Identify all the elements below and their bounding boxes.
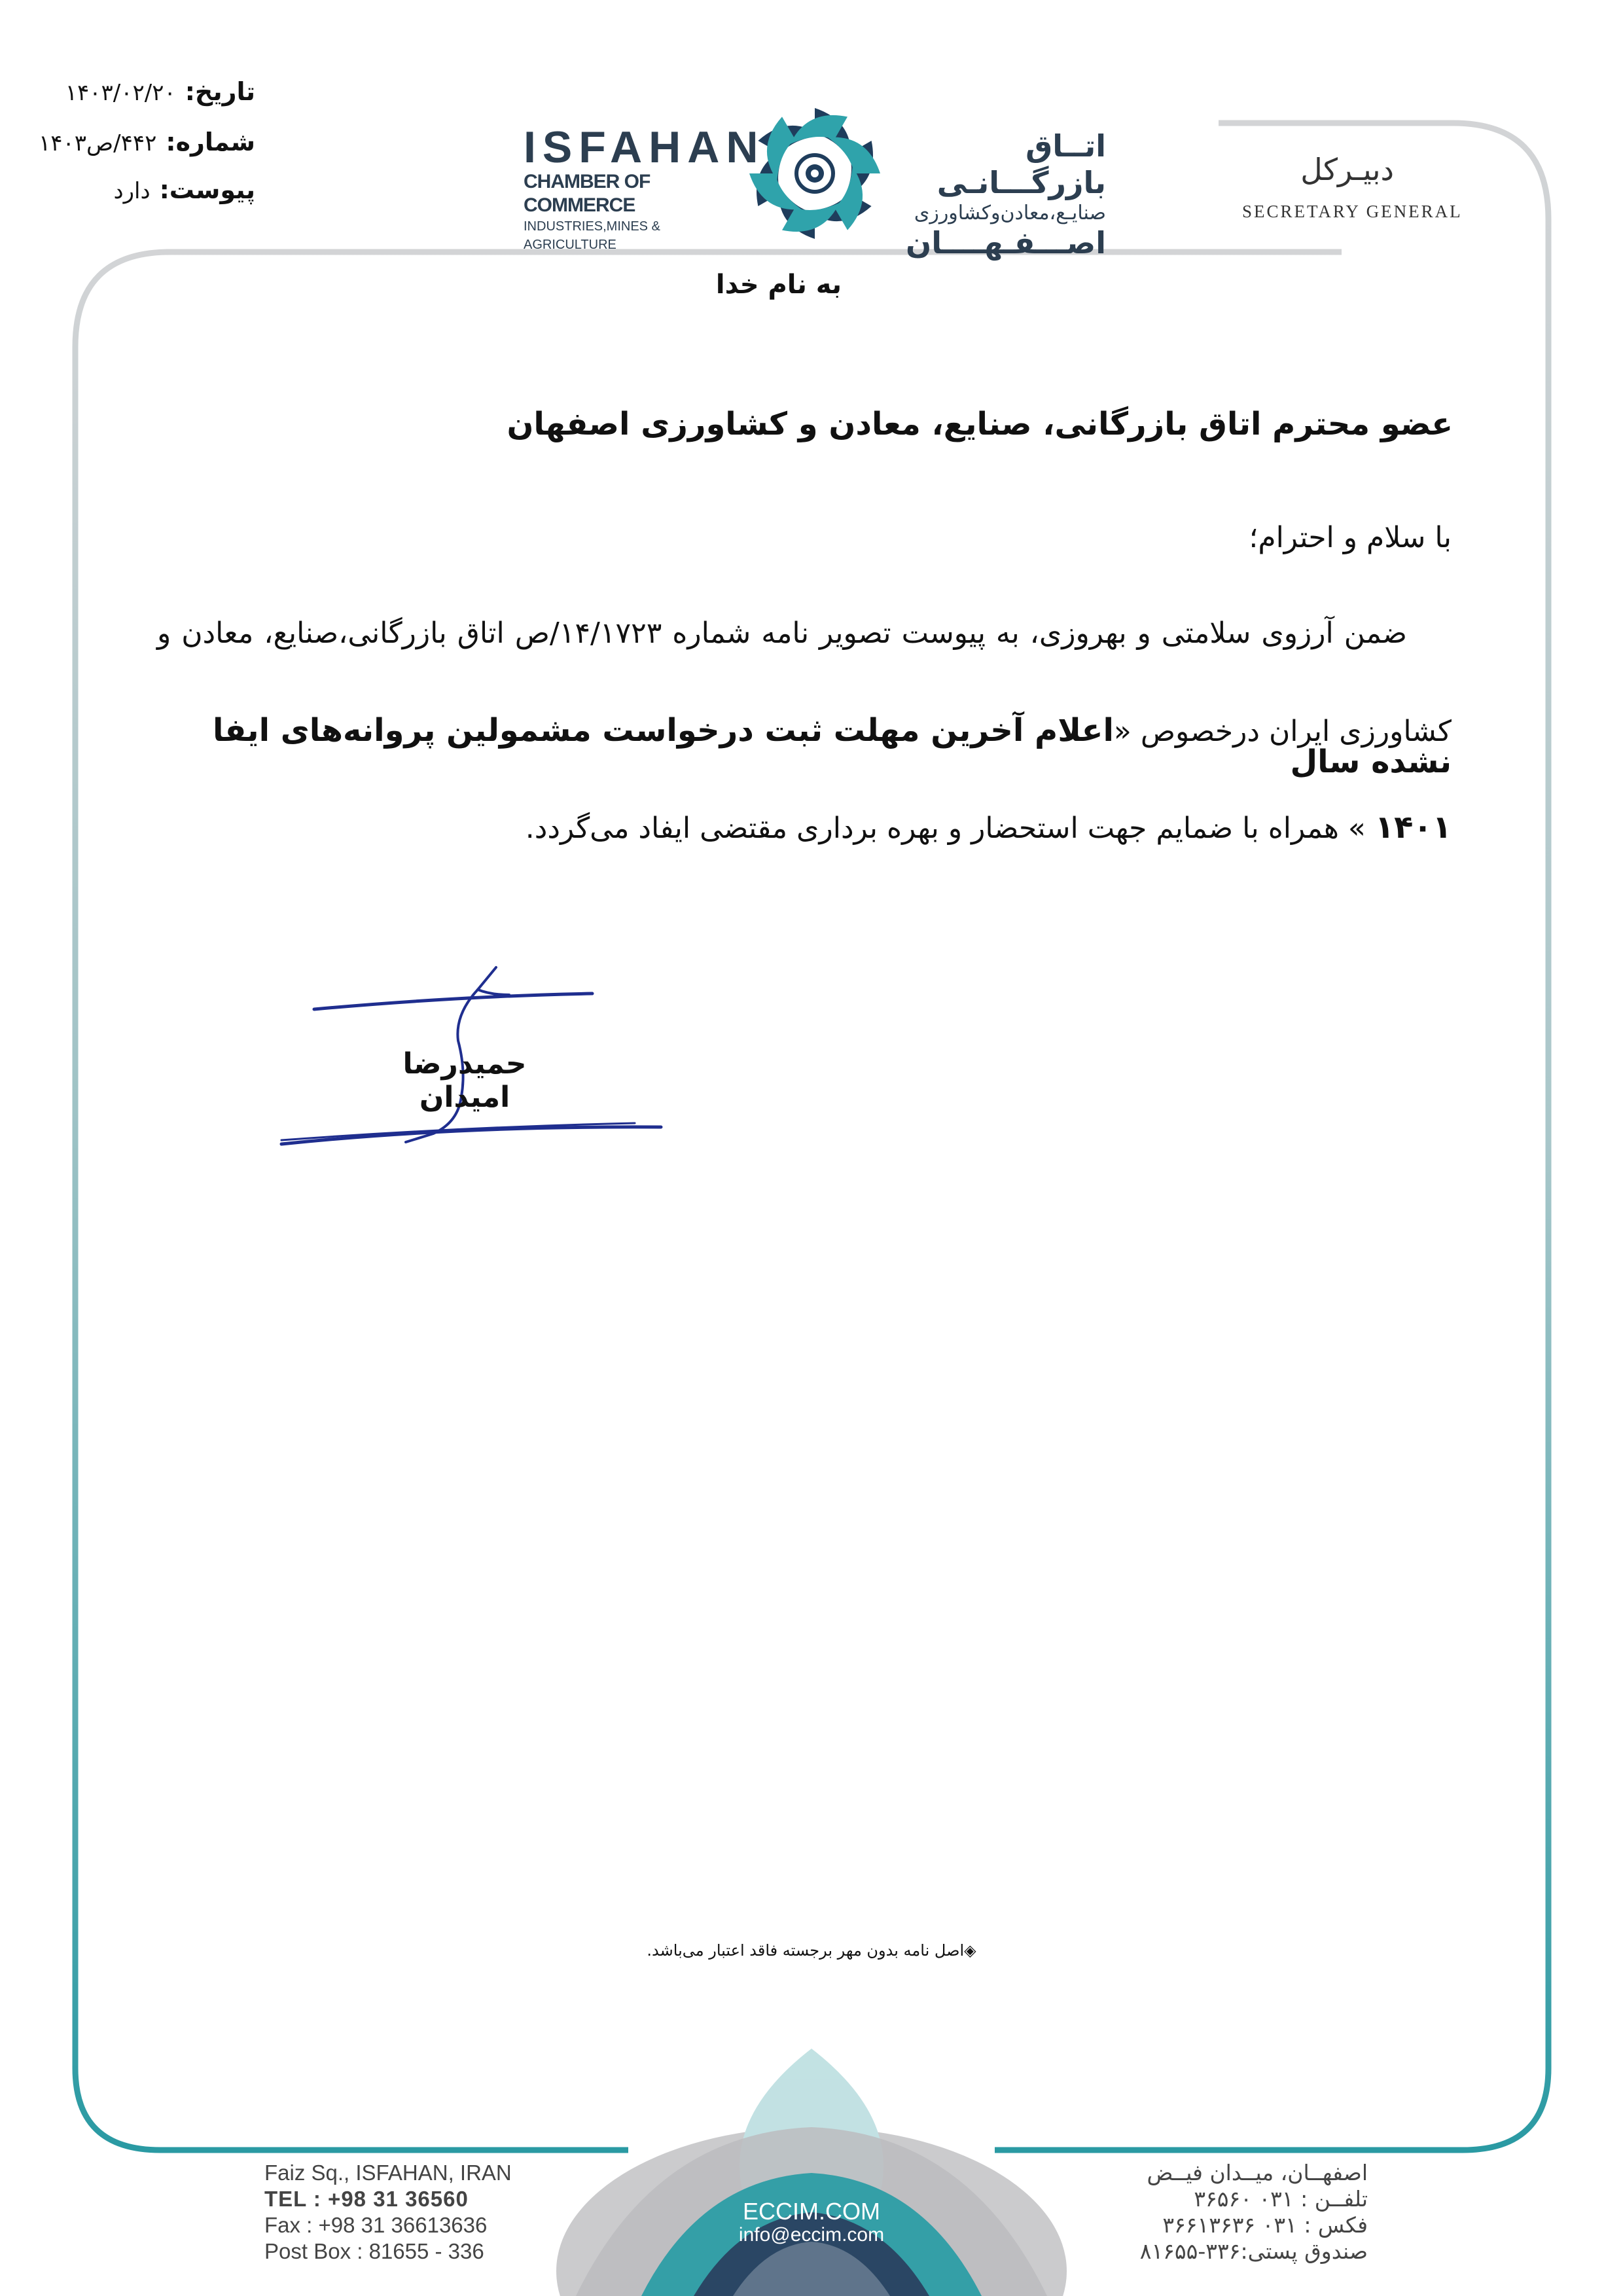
body-subject: اعلام آخرین مهلت ثبت درخواست مشمولین پروانه‌های ایفا نشده سال [212, 712, 1452, 780]
validity-notice [576, 1941, 1047, 1960]
body-subject-year: ۱۴۰۱ [1374, 809, 1452, 846]
footer-pobox-en: Post Box : 81655 - 336 [264, 2239, 484, 2263]
addressee-heading: عضو محترم اتاق بازرگانی، صنایع، معادن و کشاورزی اصفهان [507, 406, 1453, 442]
body-line-2-prefix: کشاورزی ایران درخصوص « [1113, 715, 1452, 748]
office-title-fa: دبیـرکل [1300, 152, 1394, 187]
greeting: با سلام و احترام؛ [1249, 521, 1452, 554]
attachment-value: دارد [113, 178, 151, 204]
signatory-name: حمیدرضا امیدان [402, 1047, 527, 1114]
footer-address-fa: اصفهــان، میــدان فیــض [1147, 2160, 1368, 2185]
footer-email[interactable]: info@eccim.com [738, 2224, 885, 2246]
attachment-row [113, 175, 255, 204]
office-title-en: SECRETARY GENERAL [1242, 202, 1463, 221]
date-label: تاریخ: [185, 77, 255, 106]
footer-address-en: Faiz Sq., ISFAHAN, IRAN [264, 2161, 512, 2185]
logo-latin-text [524, 122, 765, 254]
footer-contact-en [264, 2160, 512, 2265]
footer-tel-en: TEL : +98 31 36560 [264, 2187, 469, 2211]
diamond-bullet-icon: ◈ [964, 1941, 976, 1960]
footer-contact-fa [1140, 2160, 1368, 2265]
body-line-1: ضمن آرزوی سلامتی و بهروزی، به پیوست تصویر نامه شماره ۱۴/۱۷۲۳/ص اتاق بازرگانی،صنایع، معادن و [157, 617, 1407, 650]
invocation: به نام خدا [715, 270, 842, 300]
body-line-3-rest: » همراه با ضمایم جهت استحضار و بهره برداری مقتضی ایفاد می‌گردد. [525, 812, 1375, 845]
date-value: ۱۴۰۳/۰۲/۲۰ [65, 80, 176, 106]
logo-latin-name: ISFAHAN [524, 122, 765, 172]
logo-latin-line1: CHAMBER OF COMMERCE [524, 171, 651, 216]
footer-tel-fa: تلفــن : ۰۳۱ ۳۶۵۶۰ [1194, 2186, 1368, 2212]
footer-fax-en: Fax : +98 31 36613636 [264, 2213, 488, 2237]
body-line-3 [169, 809, 1452, 846]
logo-fa-line2: صنایـع،معادن‌وکشاورزی [914, 202, 1106, 224]
logo-fa-line1: اتــاق بازرگـــانـی [936, 128, 1106, 200]
body-line-2 [169, 712, 1452, 780]
number-value: ۴۴۲/ص۱۴۰۳ [38, 130, 157, 156]
logo-fa-line3: اصـــفـهــــان [905, 225, 1106, 260]
number-label: شماره: [166, 128, 255, 156]
number-row [39, 128, 255, 156]
logo-persian-text [890, 128, 1106, 260]
date-row [65, 77, 255, 106]
validity-notice-text: اصل نامه بدون مهر برجسته فاقد اعتبار می‌باشد. [647, 1941, 965, 1960]
attachment-label: پیوست: [159, 175, 255, 204]
footer-pobox-fa: صندوق پستی:۳۳۶-۸۱۶۵۵ [1139, 2238, 1368, 2264]
footer-website[interactable]: ECCIM.COM [743, 2198, 880, 2225]
footer-fax-fa: فکس : ۰۳۱ ۳۶۶۱۳۶۳۶ [1162, 2212, 1368, 2238]
logo-latin-line2: INDUSTRIES,MINES & AGRICULTURE [524, 219, 660, 252]
chamber-emblem-icon [746, 105, 883, 242]
